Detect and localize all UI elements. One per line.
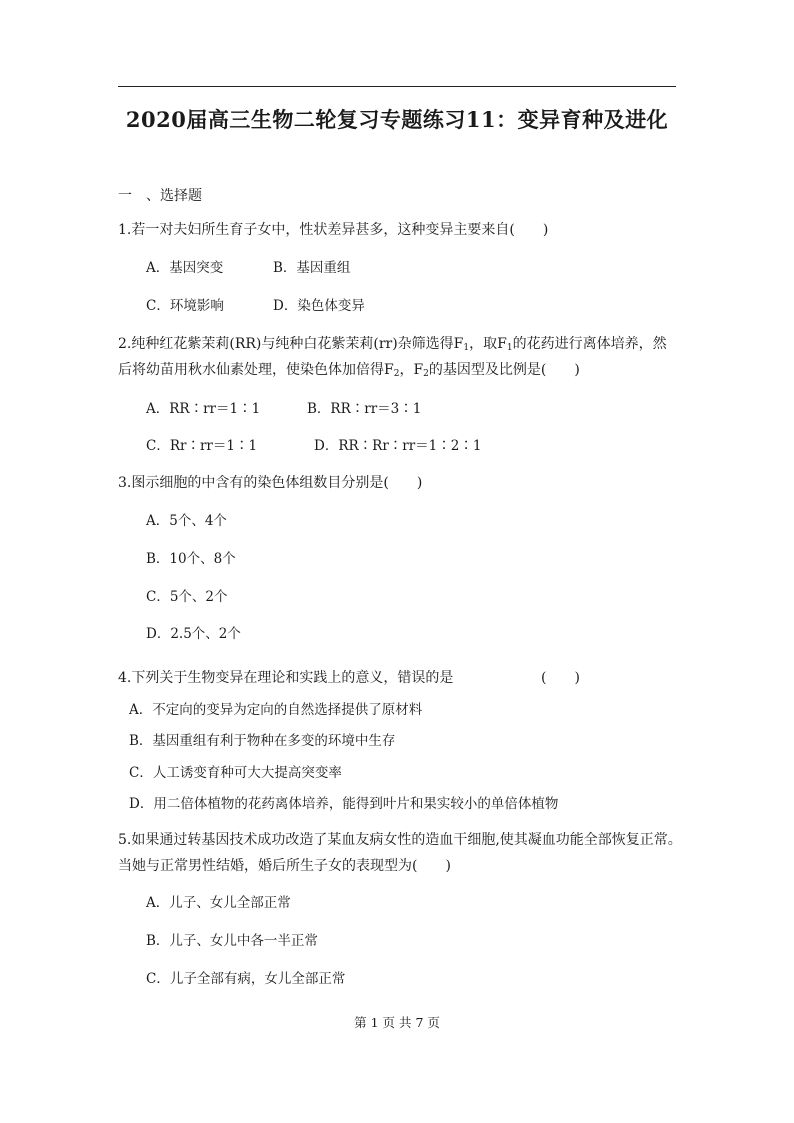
section-heading: 一 、选择题 [118, 188, 202, 204]
question-5-option-a: A．儿子、女儿全部正常 [146, 895, 291, 911]
question-4-option-b: B．基因重组有利于物种在多变的环境中生存 [129, 733, 396, 749]
question-1-option-a: A．基因突变 [146, 260, 224, 276]
question-2-option-a: A．RR∶rr＝1∶1 [146, 401, 261, 417]
header-rule [118, 86, 676, 87]
question-2-stem-line-1: 2.纯种红花紫茉莉(RR)与纯种白花紫茉莉(rr)杂筛选得$F_1$，取$F_1$的花药进行离体培养，然 [118, 336, 667, 353]
question-1-option-c: C．环境影响 [146, 298, 224, 314]
question-5-stem-line-1: 5.如果通过转基因技术成功改造了某血友病女性的造血干细胞,使其凝血功能全部恢复正常。 [118, 832, 682, 848]
question-4-answer-blank: ( ) [541, 670, 580, 686]
question-4-option-c: C．人工诱变育种可大大提高突变率 [129, 765, 342, 781]
question-2-option-d: D．RR∶Rr∶rr＝1∶2∶1 [314, 438, 482, 454]
question-5-option-b: B．儿子、女儿中各一半正常 [146, 933, 318, 949]
page-title: 2020届高三生物二轮复习专题练习11：变异育种及进化 [125, 107, 669, 132]
question-4-option-d: D．用二倍体植物的花药离体培养，能得到叶片和果实较小的单倍体植物 [129, 796, 559, 812]
question-3-stem: 3.图示细胞的中含有的染色体组数目分别是( ) [118, 475, 423, 491]
question-4-option-a: A．不定向的变异为定向的自然选择提供了原材料 [129, 702, 423, 718]
question-3-option-b: B．10个、8个 [146, 551, 236, 567]
question-1-stem: 1.若一对夫妇所生育子女中，性状差异甚多，这种变异主要来自( ) [118, 222, 549, 238]
question-5-option-c: C．儿子全部有病，女儿全部正常 [146, 971, 346, 987]
page-footer: 第 1 页 共 7 页 [354, 1015, 440, 1030]
question-3-option-c: C．5个、2个 [146, 589, 228, 605]
question-3-option-d: D．2.5个、2个 [146, 626, 241, 642]
question-2-option-b: B．RR∶rr＝3∶1 [307, 401, 422, 417]
question-1-option-b: B．基因重组 [273, 260, 351, 276]
question-2-option-c: C．Rr∶rr＝1∶1 [146, 438, 258, 454]
question-2-stem-line-2: 后将幼苗用秋水仙素处理，使染色体加倍得$F_2$，$F_2$的基因型及比例是( ) [118, 362, 580, 379]
question-4-stem: 4.下列关于生物变异在理论和实践上的意义，错误的是 [118, 670, 454, 686]
question-3-option-a: A．5个、4个 [146, 513, 227, 529]
question-1-option-d: D．染色体变异 [273, 298, 365, 314]
question-5-stem-line-2: 当她与正常男性结婚，婚后所生子女的表现型为( ) [118, 858, 451, 874]
